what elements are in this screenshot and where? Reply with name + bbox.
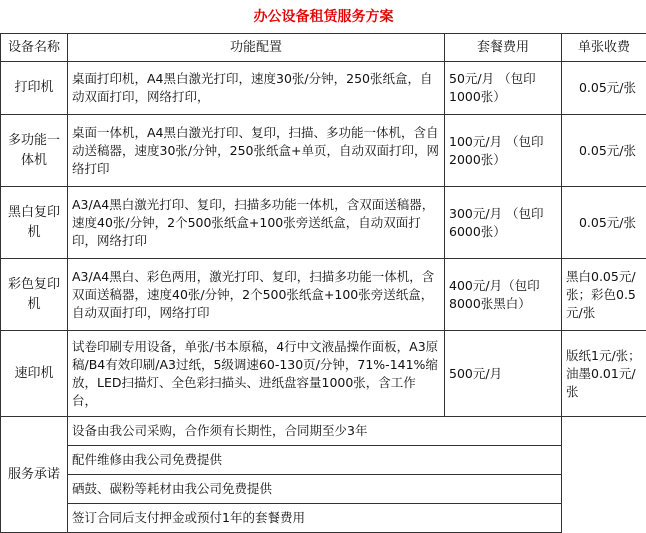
package-fee: 300元/月 （包印6000张） (445, 187, 562, 259)
table-row (1, 331, 646, 417)
service-row (1, 417, 646, 446)
unit-fee: 版纸1元/张；油墨0.01元/张 (562, 331, 646, 417)
table-row (1, 187, 646, 259)
service-row (1, 446, 646, 475)
header-package: 套餐费用 (445, 34, 562, 62)
unit-fee: 0.05元/张 (562, 62, 646, 115)
table-row (1, 115, 646, 187)
device-config: 试卷印刷专用设备，单张/书本原稿，4行中文液晶操作面板，A3原稿/B4有效印刷/A3过纸，5级调速60-130页/分钟，71%-141%缩放，LED扫描灯、全色彩扫描头、进纸盘容量1000张，含工作台， (68, 331, 445, 417)
device-name: 速印机 (1, 331, 68, 417)
service-item: 签订合同后支付押金或预付1年的套餐费用 (68, 504, 562, 533)
service-blank (562, 417, 646, 533)
table-row (1, 62, 646, 115)
service-item: 硒鼓、碳粉等耗材由我公司免费提供 (68, 475, 562, 504)
table-row (1, 259, 646, 331)
page-title: 办公设备租赁服务方案 (1, 0, 646, 34)
unit-fee: 黑白0.05元/张；彩色0.5元/张 (562, 259, 646, 331)
package-fee: 500元/月 (445, 331, 562, 417)
unit-fee: 0.05元/张 (562, 187, 646, 259)
device-name: 彩色复印机 (1, 259, 68, 331)
device-config: 桌面一体机，A4黑白激光打印、复印，扫描、多功能一体机，含自动送稿器，速度30张/分钟，250张纸盒+单页，自动双面打印，网络打印 (68, 115, 445, 187)
header-device-name: 设备名称 (1, 34, 68, 62)
device-name: 黑白复印机 (1, 187, 68, 259)
service-item: 配件维修由我公司免费提供 (68, 446, 562, 475)
package-fee: 400元/月（包印8000张黑白） (445, 259, 562, 331)
device-config: A3/A4黑白、彩色两用，激光打印、复印，扫描多功能一体机，含双面送稿器，速度40张/分钟，2个500张纸盒+100张旁送纸盒，自动双面打印，网络打印 (68, 259, 445, 331)
device-name: 多功能一体机 (1, 115, 68, 187)
service-row (1, 475, 646, 504)
service-item: 设备由我公司采购，合作须有长期性，合同期至少3年 (68, 417, 562, 446)
package-fee: 50元/月 （包印1000张） (445, 62, 562, 115)
device-config: A3/A4黑白激光打印、复印，扫描多功能一体机，含双面送稿器，速度40张/分钟，2个500张纸盒+100张旁送纸盒，自动双面打印，网络打印 (68, 187, 445, 259)
device-config: 桌面打印机，A4黑白激光打印，速度30张/分钟，250张纸盒，自动双面打印，网络打印， (68, 62, 445, 115)
unit-fee: 0.05元/张 (562, 115, 646, 187)
header-fee: 单张收费 (562, 34, 646, 62)
device-name: 打印机 (1, 62, 68, 115)
service-row (1, 504, 646, 533)
service-label: 服务承诺 (1, 417, 68, 533)
package-fee: 100元/月 （包印2000张） (445, 115, 562, 187)
header-config: 功能配置 (68, 34, 445, 62)
